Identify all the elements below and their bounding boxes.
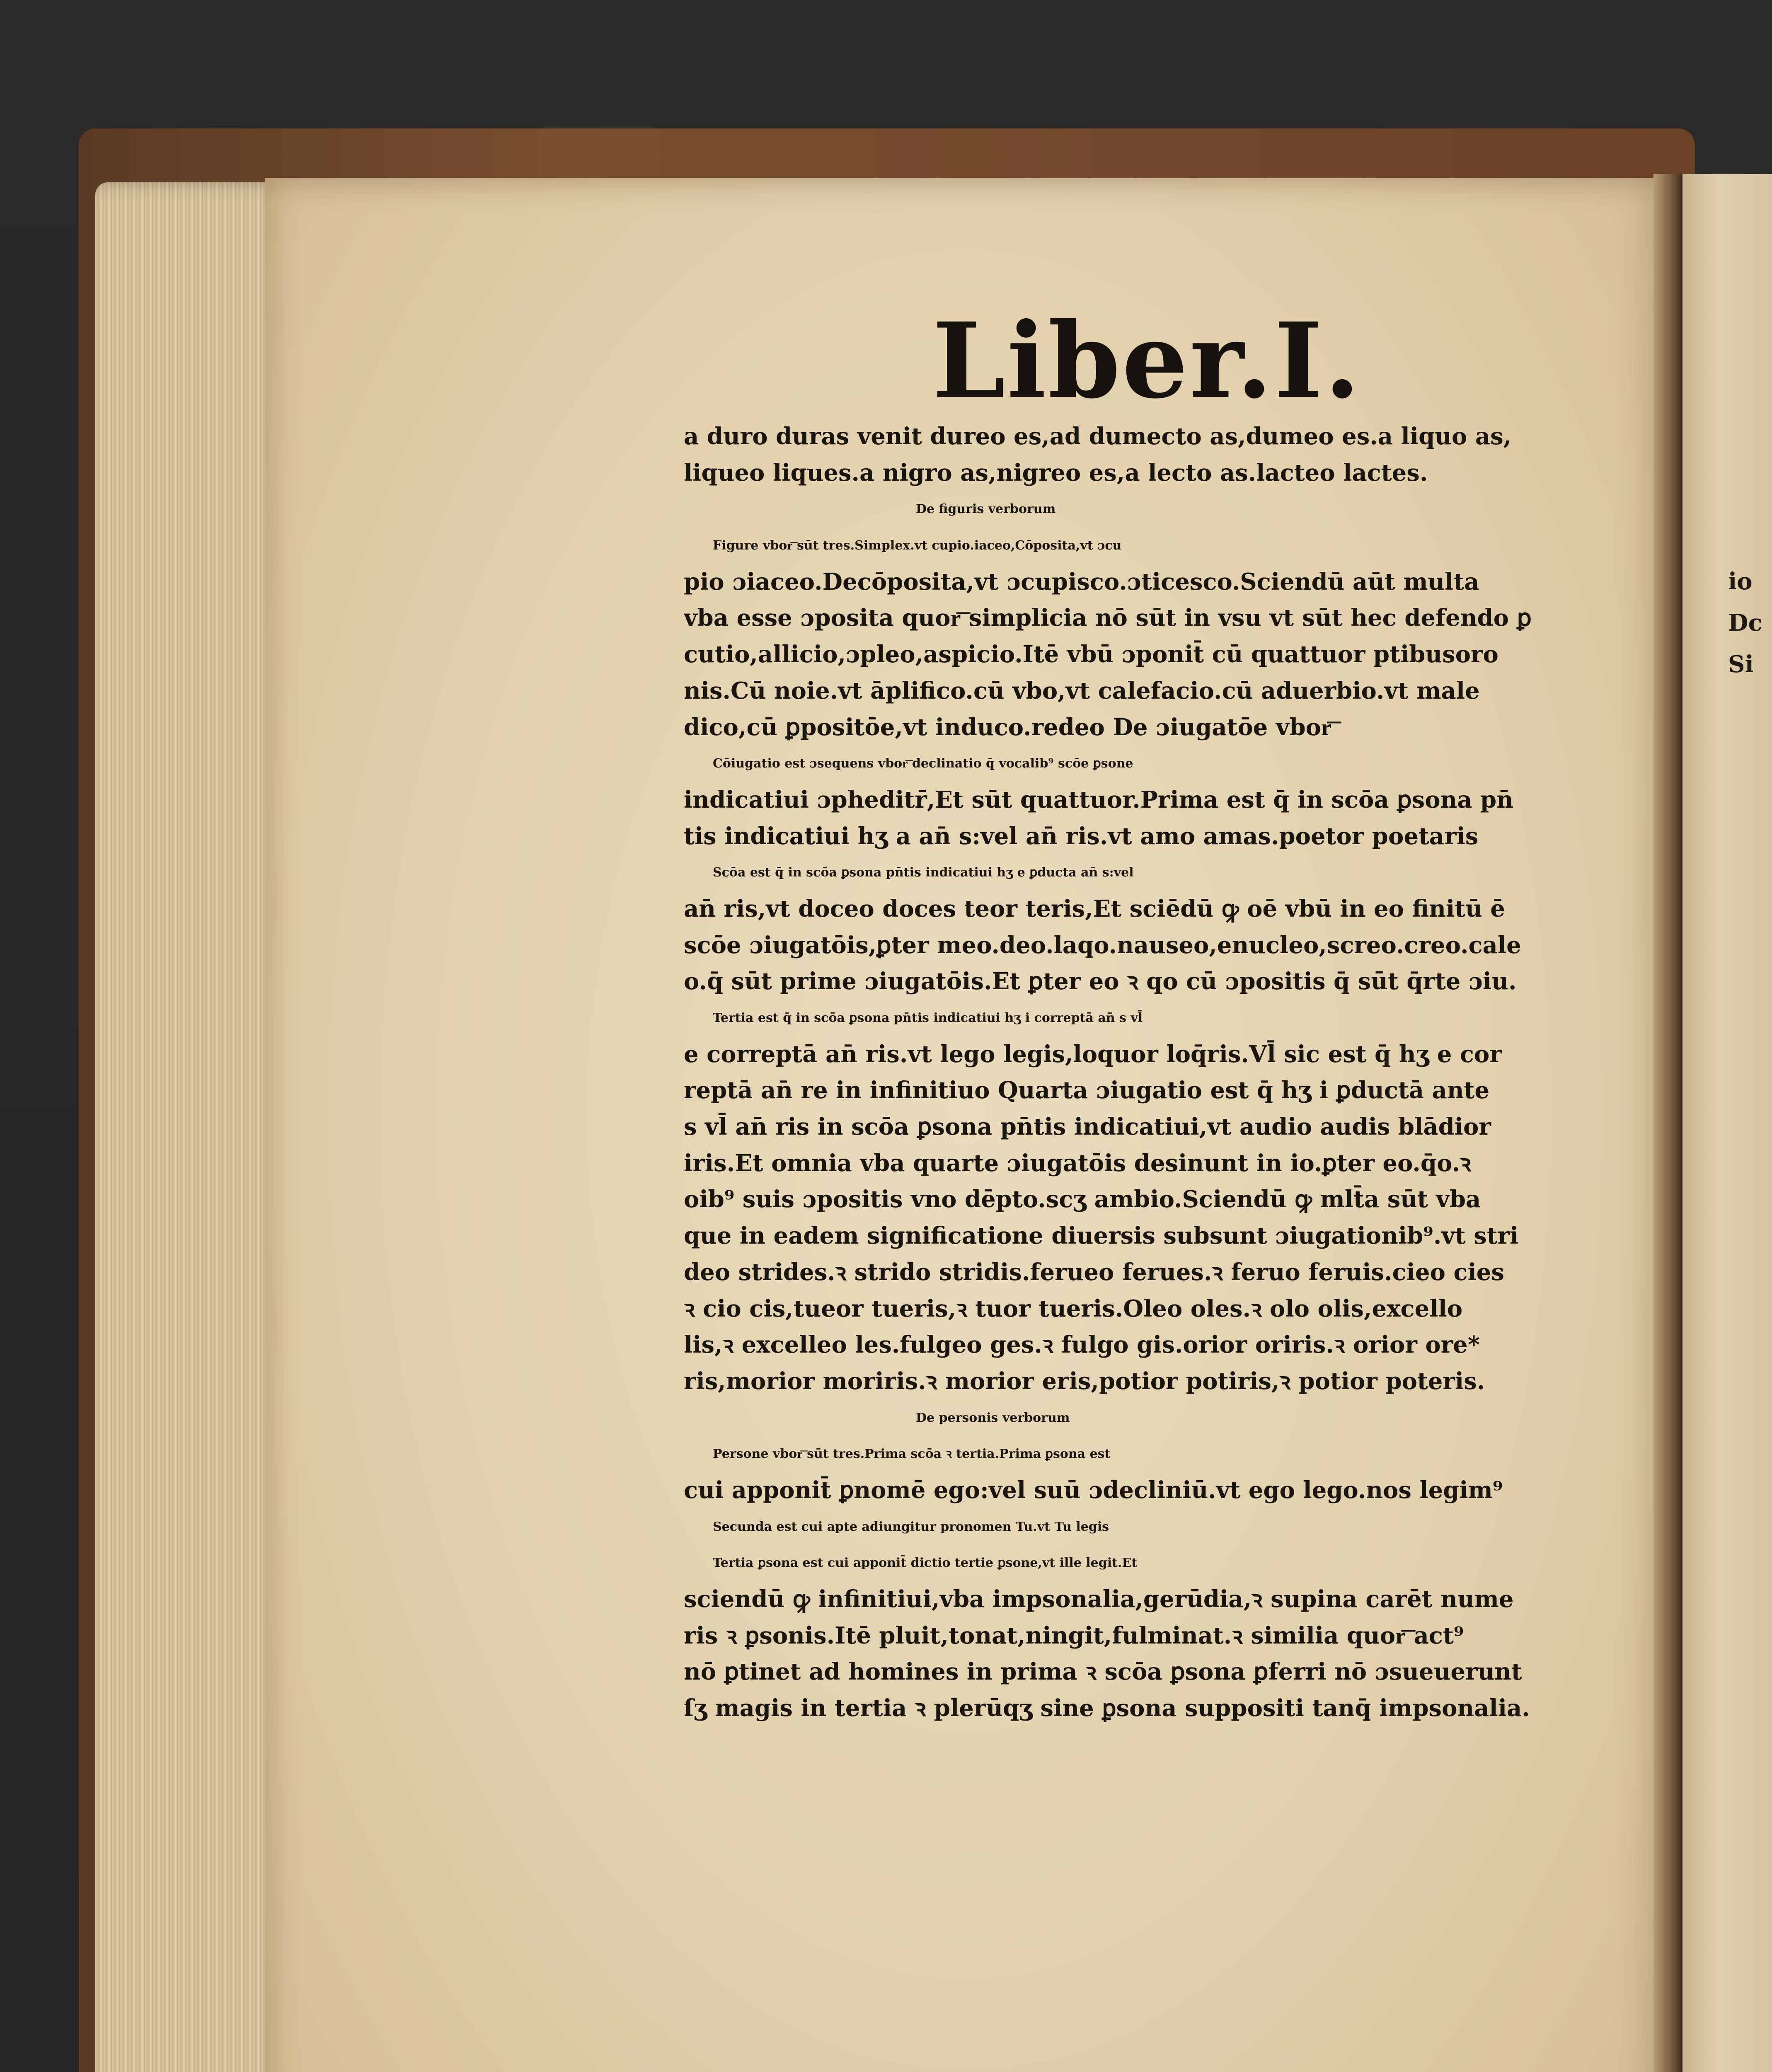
section-heading: De personis verborum <box>916 1410 1070 1425</box>
text-line: cui apponit̄ ꝑnomē ego:vel suū ɔdecliniū.vt ego lego.nos legim⁹ <box>684 1476 1503 1504</box>
text-line: s vl̄ an̄ ris in scōa ꝑsona pn̄tis indicatiui,vt audio audis blādior <box>684 1113 1491 1141</box>
page-edges <box>95 182 286 2072</box>
text-line: nō ꝑtinet ad homines in prima ꝛ scōa ꝑsona ꝑferri nō ɔsueuerunt <box>684 1658 1522 1686</box>
text-line: deo strides.ꝛ strido stridis.ferueo ferues.ꝛ feruo feruis.cieo cies <box>684 1258 1504 1286</box>
text-line: ris ꝛ ꝑsonis.Itē pluit,tonat,ningit,fulminat.ꝛ similia quor͞ act⁹ <box>684 1622 1464 1649</box>
text-line: vba esse ɔposita quor͞ simplicia nō sūt in vsu vt sūt hec defendo ꝑ <box>684 604 1532 632</box>
text-line: oib⁹ suis ɔpositis vno dēpto.scʒ ambio.Sciendū ꝙ mlt̄a sūt vba <box>684 1186 1481 1213</box>
facing-page-mark: io <box>1728 568 1753 595</box>
text-line: dico,cū ꝑpositōe,vt induco.redeo De ɔiugatōe vbor͞ <box>684 713 1331 741</box>
facing-page-mark: Si <box>1728 651 1754 678</box>
text-line: pio ɔiaceo.Decōposita,vt ɔcupisco.ɔticesco.Sciendū aūt multa <box>684 568 1479 595</box>
text-line: o.q̄ sūt prime ɔiugatōis.Et ꝑter eo ꝛ qo cū ɔpositis q̄ sūt q̄rte ɔiu. <box>684 968 1517 995</box>
text-line: Persone vbor͞ sūt tres.Prima scōa ꝛ tertia.Prima ꝑsona est <box>713 1447 1111 1462</box>
text-line: ꝛ cio cis,tueor tueris,ꝛ tuor tueris.Oleo oles.ꝛ olo olis,excello <box>684 1295 1463 1322</box>
facing-page-edge <box>1682 174 1772 2072</box>
text-line: e correptā an̄ ris.vt lego legis,loquor loq̄ris.Vl̄ sic est q̄ hʒ e cor <box>684 1040 1502 1068</box>
text-line: indicatiui ɔpheditr̄,Et sūt quattuor.Prima est q̄ in scōa ꝑsona pn̄ <box>684 786 1513 813</box>
text-line: nis.Cū noie.vt āplifico.cū vbo,vt calefacio.cū aduerbio.vt male <box>684 677 1480 704</box>
text-line: Cōiugatio est ɔsequens vbor͞ declinatio q̄ vocalib⁹ scōe ꝑsone <box>713 756 1133 771</box>
text-line: iris.Et omnia vba quarte ɔiugatōis desinunt in io.ꝑter eo.q̄o.ꝛ <box>684 1149 1471 1177</box>
text-line: Tertia ꝑsona est cui apponit̄ dictio tertie ꝑsone,vt ille legit.Et <box>713 1556 1138 1571</box>
book-gutter <box>1653 174 1682 2072</box>
section-heading: De figuris verborum <box>916 502 1056 517</box>
text-line: reptā an̄ re in infinitiuo Quarta ɔiugatio est q̄ hʒ i ꝑductā ante <box>684 1077 1490 1104</box>
page-heading: Liber.I. <box>932 300 1362 421</box>
text-line: scōe ɔiugatōis,ꝑter meo.deo.laqo.nauseo,enucleo,screo.creo.cale <box>684 931 1521 959</box>
text-line: Figure vbor͞ sūt tres.Simplex.vt cupio.iaceo,Cōposita,vt ɔcu <box>713 538 1122 553</box>
text-line: ris,morior moriris.ꝛ morior eris,potior potiris,ꝛ potior poteris. <box>684 1367 1485 1395</box>
text-line: liqueo liques.a nigro as,nigreo es,a lecto as.lacteo lactes. <box>684 459 1428 487</box>
text-line: lis,ꝛ excelleo les.fulgeo ges.ꝛ fulgo gis.orior oriris.ꝛ orior ore* <box>684 1331 1480 1359</box>
text-line: an̄ ris,vt doceo doces teor teris,Et sciēdū ꝙ oē vbū in eo finitū ē <box>684 895 1505 922</box>
text-line: cutio,allicio,ɔpleo,aspicio.Itē vbū ɔponit̄ cū quattuor ptibusoro <box>684 641 1498 668</box>
text-line: sciendū ꝙ infinitiui,vba impsonalia,gerūdia,ꝛ supina carēt nume <box>684 1585 1514 1613</box>
text-line: a duro duras venit dureo es,ad dumecto as,dumeo es.a liquo as, <box>684 423 1512 450</box>
text-line: tis indicatiui hʒ a an̄ s:vel an̄ ris.vt amo amas.poetor poetaris <box>684 822 1479 850</box>
text-block <box>684 419 1537 1727</box>
text-line: Scōa est q̄ in scōa ꝑsona pn̄tis indicatiui hʒ e ꝑducta an̄ s:vel <box>713 865 1134 880</box>
facing-page-mark: Dc <box>1728 609 1762 637</box>
text-line: Tertia est q̄ in scōa ꝑsona pn̄tis indicatiui hʒ i correptā an̄ s vl̄ <box>713 1011 1143 1025</box>
text-line: Secunda est cui apte adiungitur pronomen Tu.vt Tu legis <box>713 1519 1109 1534</box>
text-line: ſʒ magis in tertia ꝛ plerūqʒ sine ꝑsona suppositi tanq̄ impsonalia. <box>684 1694 1530 1722</box>
text-line: que in eadem significatione diuersis subsunt ɔiugationib⁹.vt stri <box>684 1222 1519 1250</box>
